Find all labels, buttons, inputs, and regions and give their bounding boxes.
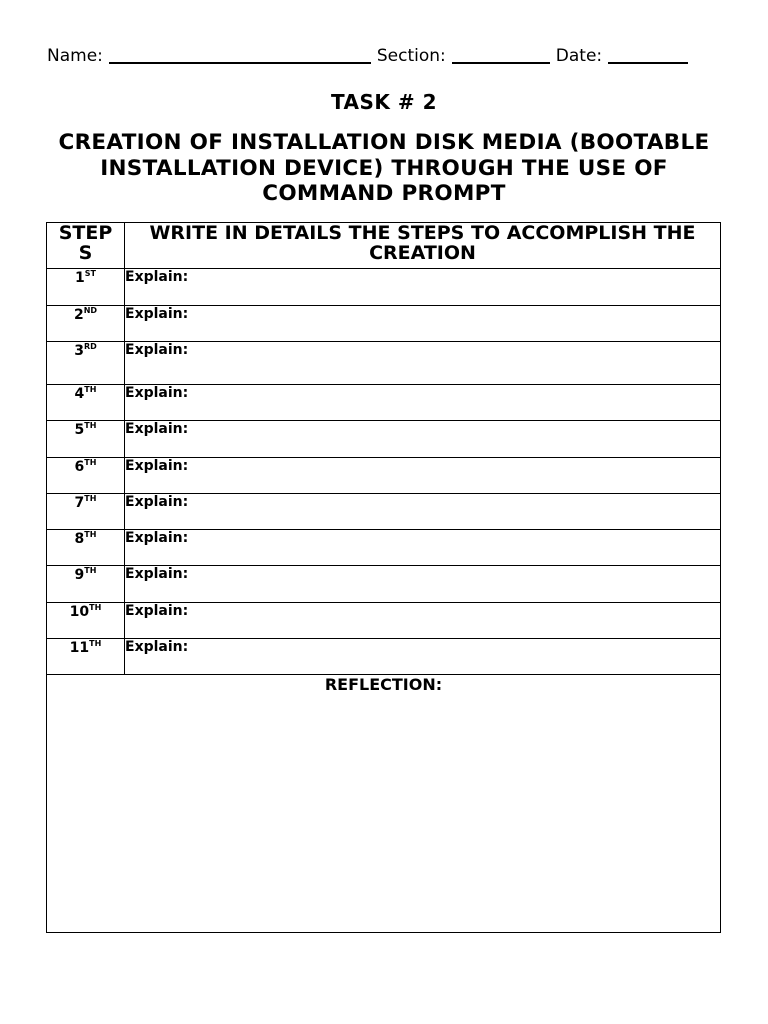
- explain-label: Explain:: [125, 494, 189, 510]
- step-rows: [47, 269, 721, 675]
- step-number-value: 11: [69, 640, 90, 656]
- explain-cell[interactable]: [125, 385, 721, 421]
- step-ordinal-suffix: ST: [84, 269, 96, 278]
- task-title: TASK # 2: [330, 90, 438, 114]
- step-number-value: 7: [74, 495, 85, 511]
- table-header-row: [47, 223, 721, 269]
- explain-cell[interactable]: [125, 306, 721, 342]
- date-blank[interactable]: [608, 44, 688, 64]
- date-label: Date:: [555, 46, 603, 66]
- explain-label: Explain:: [125, 530, 189, 546]
- explain-cell[interactable]: [125, 566, 721, 603]
- explain-cell[interactable]: [125, 421, 721, 458]
- step-number-value: 5: [74, 422, 85, 438]
- explain-label: Explain:: [125, 342, 189, 358]
- table-row: [47, 566, 721, 603]
- step-ordinal-suffix: TH: [84, 566, 97, 575]
- step-number: [47, 269, 125, 306]
- explain-cell[interactable]: [125, 494, 721, 530]
- table-row: [47, 603, 721, 639]
- explain-cell[interactable]: [125, 603, 721, 639]
- step-number: [47, 458, 125, 494]
- step-number-value: 6: [74, 459, 85, 475]
- step-number: [47, 494, 125, 530]
- steps-column-header: [47, 223, 125, 269]
- section-label: Section:: [376, 46, 446, 66]
- step-number: [47, 639, 125, 675]
- student-info-line: [47, 42, 727, 66]
- step-number: [47, 306, 125, 342]
- table-row: [47, 639, 721, 675]
- step-ordinal-suffix: TH: [89, 639, 102, 648]
- name-label: Name:: [47, 46, 103, 66]
- step-number-value: 3: [74, 343, 84, 359]
- explain-cell[interactable]: [125, 530, 721, 566]
- step-ordinal-suffix: ND: [83, 306, 98, 315]
- explain-cell[interactable]: [125, 458, 721, 494]
- step-ordinal-suffix: TH: [84, 458, 97, 467]
- step-number: [47, 566, 125, 603]
- step-ordinal-suffix: TH: [84, 494, 97, 503]
- explain-label: Explain:: [125, 566, 189, 582]
- step-number: [47, 530, 125, 566]
- table-row: [47, 530, 721, 566]
- step-number-value: 4: [74, 386, 85, 402]
- table-row: [47, 342, 721, 385]
- main-title: CREATION OF INSTALLATION DISK MEDIA (BOOTABLE INSTALLATION DEVICE) THROUGH THE USE OF COMMAND PROMPT: [58, 130, 710, 206]
- explain-label: Explain:: [125, 458, 189, 474]
- step-ordinal-suffix: TH: [84, 530, 97, 539]
- table-row: [47, 385, 721, 421]
- explain-cell[interactable]: [125, 639, 721, 675]
- step-number-value: 10: [69, 604, 90, 620]
- step-number: [47, 603, 125, 639]
- table-row: [47, 306, 721, 342]
- step-number-value: 8: [74, 531, 85, 547]
- step-number-value: 1: [75, 270, 85, 286]
- step-number: [47, 421, 125, 458]
- steps-header-line2: S: [78, 242, 93, 264]
- explain-label: Explain:: [125, 639, 189, 655]
- step-ordinal-suffix: TH: [89, 603, 102, 612]
- reflection-row: [47, 675, 721, 933]
- table-row: [47, 458, 721, 494]
- section-blank[interactable]: [452, 44, 550, 64]
- explain-label: Explain:: [125, 269, 189, 285]
- step-number: [47, 385, 125, 421]
- explain-cell[interactable]: [125, 269, 721, 306]
- step-number-value: 2: [73, 307, 84, 323]
- steps-header-line1: STEP: [58, 222, 113, 244]
- table-row: [47, 494, 721, 530]
- steps-table: [46, 222, 721, 933]
- reflection-label: REFLECTION:: [324, 675, 443, 694]
- explain-label: Explain:: [125, 385, 189, 401]
- name-blank[interactable]: [109, 44, 371, 64]
- reflection-box[interactable]: [47, 675, 721, 933]
- step-ordinal-suffix: TH: [84, 421, 97, 430]
- explain-label: Explain:: [125, 603, 189, 619]
- step-number: [47, 342, 125, 385]
- table-row: [47, 421, 721, 458]
- step-ordinal-suffix: RD: [83, 342, 97, 351]
- explain-cell[interactable]: [125, 342, 721, 385]
- explain-label: Explain:: [125, 306, 189, 322]
- explain-label: Explain:: [125, 421, 189, 437]
- step-number-value: 9: [74, 567, 85, 583]
- table-row: [47, 269, 721, 306]
- description-column-header: WRITE IN DETAILS THE STEPS TO ACCOMPLISH THE CREATION: [125, 223, 721, 269]
- step-ordinal-suffix: TH: [84, 385, 97, 394]
